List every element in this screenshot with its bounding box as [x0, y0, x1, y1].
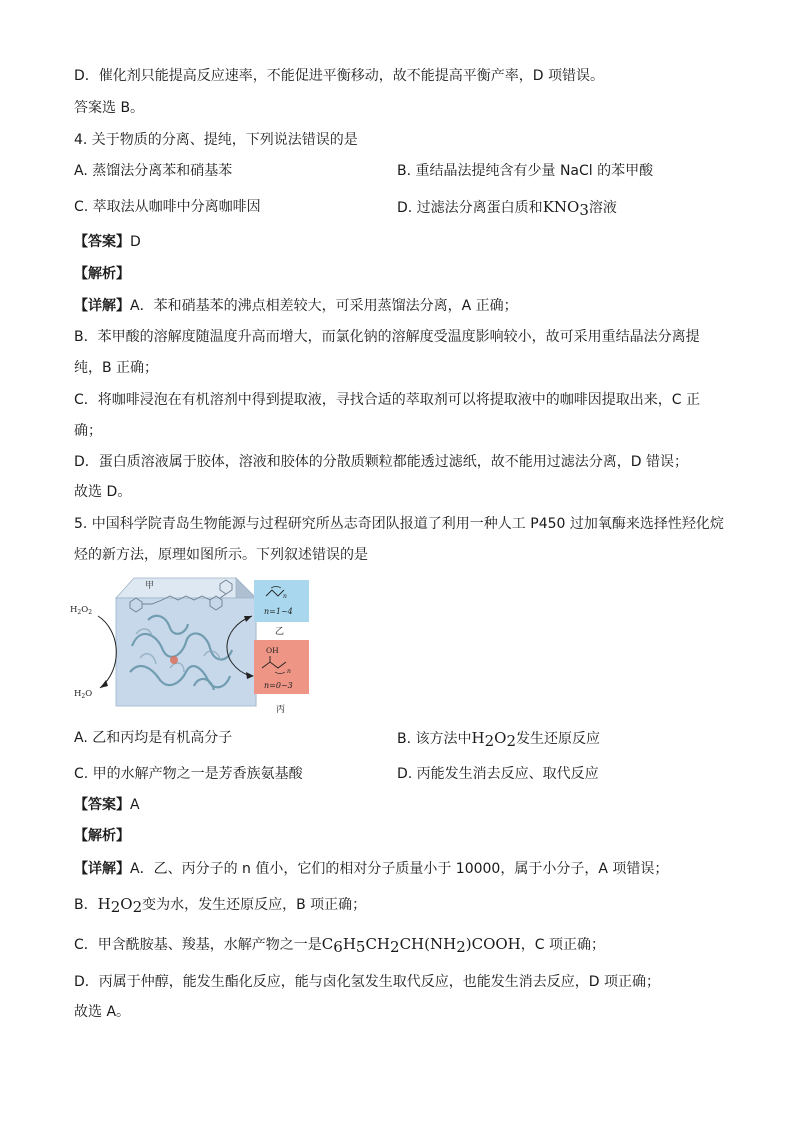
q5-detail-c: C．甲含酰胺基、羧基，水解产物之一是$C_6H_5CH_2CH(NH_2)COOH$，C 项正确； — [74, 935, 605, 956]
q5-conclusion: 故选 A。 — [74, 1004, 131, 1020]
substrate-yi-box — [254, 580, 309, 637]
q4-conclusion: 故选 D。 — [74, 484, 132, 500]
label-jia: 甲 — [145, 581, 155, 591]
q4-detail-d: D．蛋白质溶液属于胶体，溶液和胶体的分散质颗粒都能透过滤纸，故不能用过滤法分离，D 错误； — [74, 454, 689, 470]
q4-option-a: A. 蒸馏法分离苯和硝基苯 — [74, 163, 233, 179]
q5-answer: 【答案】A — [74, 797, 140, 813]
q4-detail-b-line1: B．苯甲酸的溶解度随温度升高而增大，而氯化钠的溶解度受温度影响较小，故可采用重结晶法分离提 — [74, 329, 700, 345]
svg-text:n: n — [287, 668, 291, 675]
bing-n-range: n=0~3 — [264, 681, 293, 690]
q4-option-c: C. 萃取法从咖啡中分离咖啡因 — [74, 199, 261, 215]
q5-option-c: C. 甲的水解产物之一是芳香族氨基酸 — [74, 766, 303, 782]
label-bing: 丙 — [276, 705, 286, 715]
q5-analysis-heading: 【解析】 — [74, 828, 130, 844]
prev-answer: 答案选 B。 — [74, 100, 145, 116]
q5-option-d: D. 丙能发生消去反应、取代反应 — [397, 766, 599, 782]
q5-option-a: A. 乙和丙均是有机高分子 — [74, 730, 233, 746]
q5-detail-d: D．丙属于仲醇，能发生酯化反应，能与卤化氢发生取代反应，也能发生消去反应，D 项正确； — [74, 974, 661, 990]
oh-label: OH — [266, 646, 279, 655]
q4-stem: 4. 关于物质的分离、提纯，下列说法错误的是 — [74, 132, 358, 148]
q5-option-b: B. 该方法中$H_2O_2$发生还原反应 — [397, 729, 601, 750]
q4-option-b: B. 重结晶法提纯含有少量 NaCl 的苯甲酸 — [397, 163, 654, 179]
q4-detail-a: 【详解】A．苯和硝基苯的沸点相差较大，可采用蒸馏法分离，A 正确； — [74, 298, 518, 314]
q4-detail-c-line1: C．将咖啡浸泡在有机溶剂中得到提取液，寻找合适的萃取剂可以将提取液中的咖啡因提取出来，C 正 — [74, 392, 700, 408]
q5-detail-a: 【详解】A．乙、丙分子的 n 值小，它们的相对分子质量小于 10000，属于小分子，A 项错误； — [74, 861, 669, 877]
h2o-label: $H_2O$ — [74, 689, 93, 700]
q5-detail-b: B．$H_2O_2$变为水，发生还原反应，B 项正确； — [74, 895, 367, 916]
q5-figure — [70, 576, 330, 716]
label-yi: 乙 — [275, 627, 285, 637]
q4-detail-c-line2: 确； — [74, 423, 102, 439]
q4-detail-b-line2: 纯，B 正确； — [74, 360, 159, 376]
left-reaction-arrow — [70, 605, 116, 700]
svg-text:n: n — [283, 593, 287, 600]
enzyme-cube-diagram — [116, 578, 256, 706]
q4-analysis-heading: 【解析】 — [74, 266, 130, 282]
h2o2-label: $H_2O_2$ — [70, 605, 93, 616]
product-bing-box — [254, 640, 309, 715]
q5-stem-line2: 烃的新方法，原理如图所示。下列叙述错误的是 — [74, 547, 368, 563]
q5-stem-line1: 5. 中国科学院青岛生物能源与过程研究所丛志奇团队报道了利用一种人工 P450 过加氧酶来选择性羟化烷 — [74, 516, 724, 532]
q4-answer: 【答案】D — [74, 234, 141, 250]
yi-n-range: n=1~4 — [264, 607, 293, 616]
prev-option-d-explanation: D．催化剂只能提高反应速率，不能促进平衡移动，故不能提高平衡产率，D 项错误。 — [74, 68, 605, 84]
q4-option-d: D. 过滤法分离蛋白质和$KNO_3$溶液 — [397, 198, 617, 219]
